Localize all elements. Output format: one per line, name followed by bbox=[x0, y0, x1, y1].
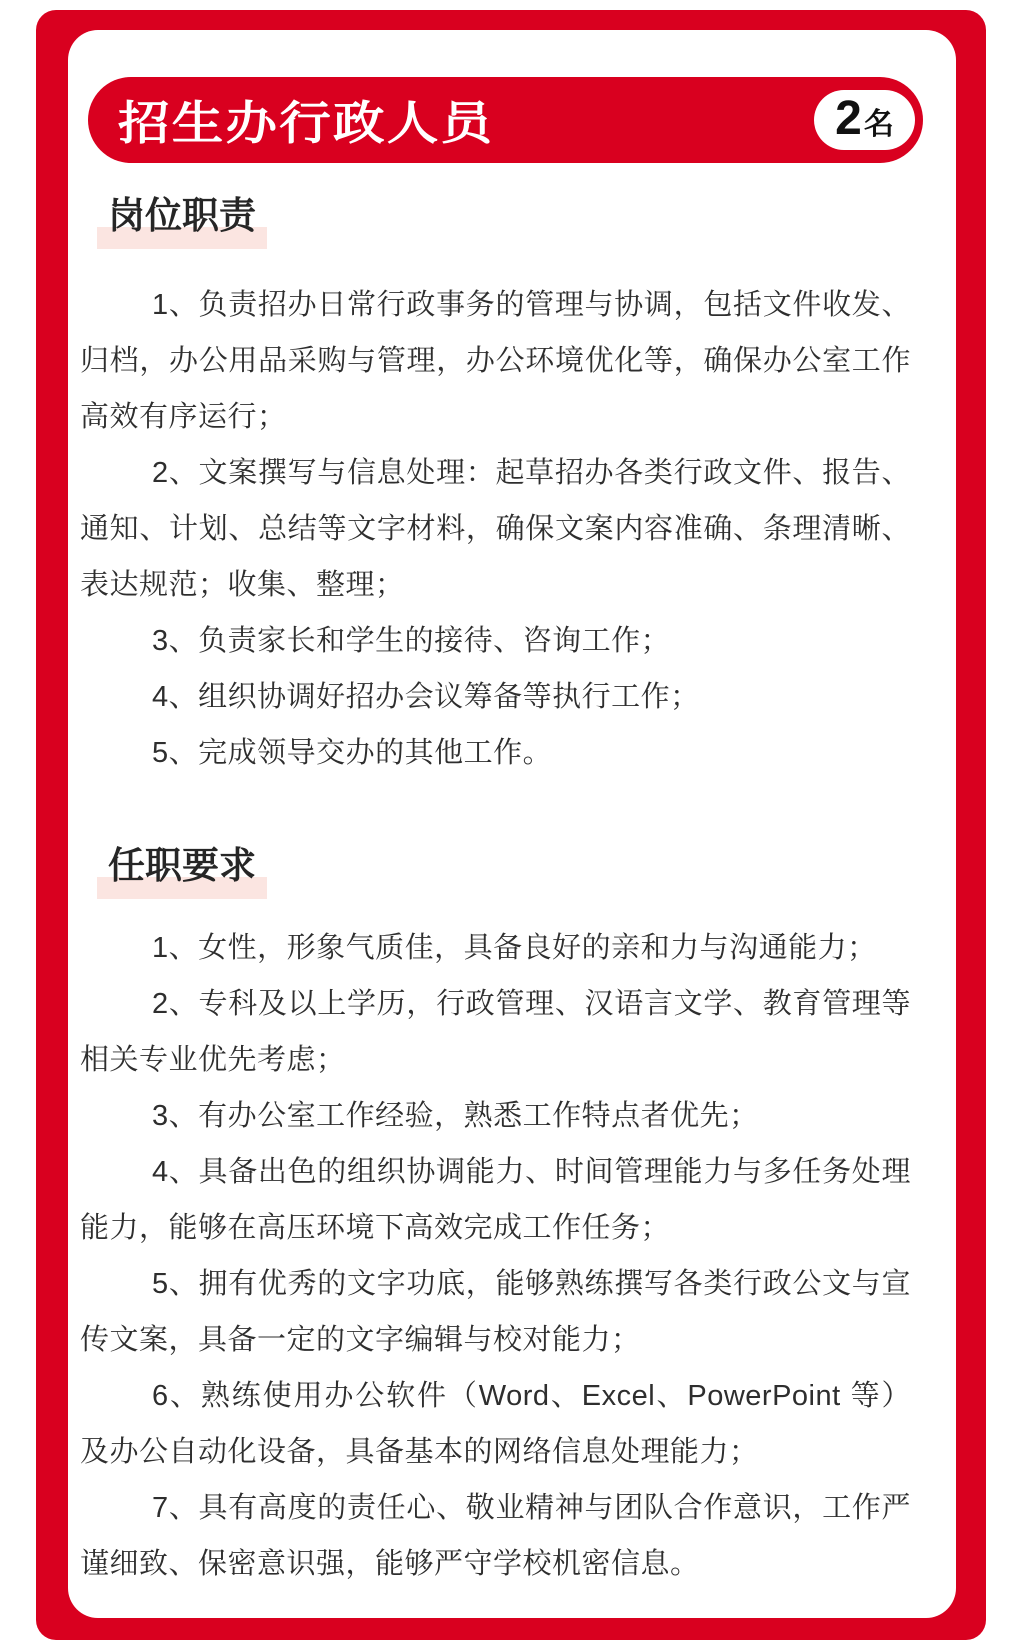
section-heading-duties bbox=[108, 194, 256, 238]
duty-item: 1、负责招办日常行政事务的管理与协调，包括文件收发、归档，办公用品采购与管理，办公环境优化等，确保办公室工作高效有序运行； bbox=[80, 289, 911, 433]
requirement-item: 1、女性，形象气质佳，具备良好的亲和力与沟通能力； bbox=[152, 932, 877, 964]
headcount-unit: 名 bbox=[863, 108, 894, 141]
requirement-item: 4、具备出色的组织协调能力、时间管理能力与多任务处理能力，能够在高压环境下高效完成工作任务； bbox=[80, 1156, 911, 1244]
requirement-item: 5、拥有优秀的文字功底，能够熟练撰写各类行政公文与宣传文案，具备一定的文字编辑与校对能力； bbox=[80, 1268, 911, 1356]
red-border-frame bbox=[36, 10, 986, 1640]
duty-item: 4、组织协调好招办会议筹备等执行工作； bbox=[152, 681, 700, 713]
headcount-number: 2 bbox=[835, 92, 862, 145]
duties-list bbox=[68, 277, 956, 781]
requirement-item: 3、有办公室工作经验，熟悉工作特点者优先； bbox=[152, 1100, 759, 1132]
duty-item: 5、完成领导交办的其他工作。 bbox=[152, 737, 553, 769]
duty-item: 2、文案撰写与信息处理：起草招办各类行政文件、报告、通知、计划、总结等文字材料，确保文案内容准确、条理清晰、表达规范；收集、整理； bbox=[80, 457, 911, 601]
requirement-item: 7、具有高度的责任心、敬业精神与团队合作意识，工作严谨细致、保密意识强，能够严守学校机密信息。 bbox=[80, 1492, 911, 1580]
section-heading-requirements-label: 任职要求 bbox=[108, 845, 256, 886]
job-title-pill bbox=[88, 77, 923, 163]
content-card bbox=[68, 30, 956, 1618]
section-heading-requirements bbox=[108, 844, 256, 888]
requirement-item: 2、专科及以上学历，行政管理、汉语言文学、教育管理等相关专业优先考虑； bbox=[80, 988, 911, 1076]
requirement-item: 6、熟练使用办公软件（Word、Excel、PowerPoint 等）及办公自动化设备，具备基本的网络信息处理能力； bbox=[80, 1380, 911, 1468]
requirements-list bbox=[68, 920, 956, 1592]
duty-item: 3、负责家长和学生的接待、咨询工作； bbox=[152, 625, 671, 657]
job-title: 招生办行政人员 bbox=[118, 97, 495, 149]
headcount-badge bbox=[814, 90, 915, 150]
section-heading-duties-label: 岗位职责 bbox=[108, 195, 256, 236]
